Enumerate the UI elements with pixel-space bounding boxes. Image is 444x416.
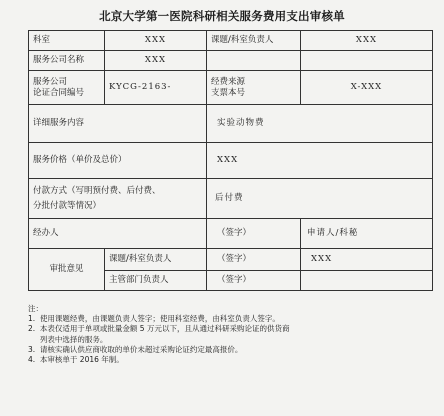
handler-label: 经办人: [29, 219, 207, 249]
department-label: 科室: [29, 31, 105, 51]
review-lead-value: XXX: [301, 249, 433, 271]
review-form-table: [28, 30, 433, 291]
review-head-label: 主管部门负责人: [105, 271, 207, 291]
row-department: [29, 31, 433, 51]
row-handler: [29, 219, 433, 249]
note-item: 1. 使用课题经费，由课题负责人签字；使用科室经费，由科室负责人签字。: [28, 314, 280, 324]
row-contract: [29, 71, 433, 105]
row-service-company: [29, 51, 433, 71]
row-payment: [29, 179, 433, 219]
row-service-content: [29, 105, 433, 143]
row-review-lead: [29, 249, 433, 271]
review-lead-label: 课题/科室负责人: [105, 249, 207, 271]
funding-value: X-XXX: [301, 71, 433, 105]
project-lead-value: XXX: [301, 31, 433, 51]
review-lead-sign-label: （签字）: [207, 249, 301, 271]
payment-value: 后付费: [207, 179, 433, 219]
payment-label: 付款方式（写明预付费、后付费、 分批付款等情况）: [29, 179, 207, 219]
contract-no-label: 服务公司 论证合同编号: [29, 71, 105, 105]
review-head-sign-label: （签字）: [207, 271, 301, 291]
project-lead-label: 课题/科室负责人: [207, 31, 301, 51]
form-title: 北京大学第一医院科研相关服务费用支出审核单: [99, 9, 345, 23]
department-value: XXX: [105, 31, 207, 51]
service-company-label: 服务公司名称: [29, 51, 105, 71]
review-label: 审批意见: [29, 249, 105, 291]
notes-heading: 注：: [28, 304, 43, 313]
service-content-label: 详细服务内容: [29, 105, 207, 143]
notes-section: [28, 304, 432, 365]
handler-value: 申请人/科秘: [301, 219, 433, 249]
contract-no-value: KYCG-2163-: [105, 71, 207, 105]
note-item: 2. 本表仅适用于单项或批量金额 5 万元以下，且从通过科研采购论证的供货商 列表中选择的服务。: [28, 324, 290, 344]
service-price-value: XXX: [207, 143, 433, 179]
note-item: 3. 请核实确认供应商收取的单价未超过采购论证约定最高报价。: [28, 344, 243, 354]
service-price-label: 服务价格（单价及总价）: [29, 143, 207, 179]
handler-sign-label: （签字）: [207, 219, 301, 249]
service-company-value: XXX: [105, 51, 207, 71]
row-service-price: [29, 143, 433, 179]
note-item: 4. 本审核单于 2016 年制。: [28, 355, 124, 365]
funding-label: 经费来源 支票本号: [207, 71, 301, 105]
service-content-value: 实验动物费: [207, 105, 433, 143]
